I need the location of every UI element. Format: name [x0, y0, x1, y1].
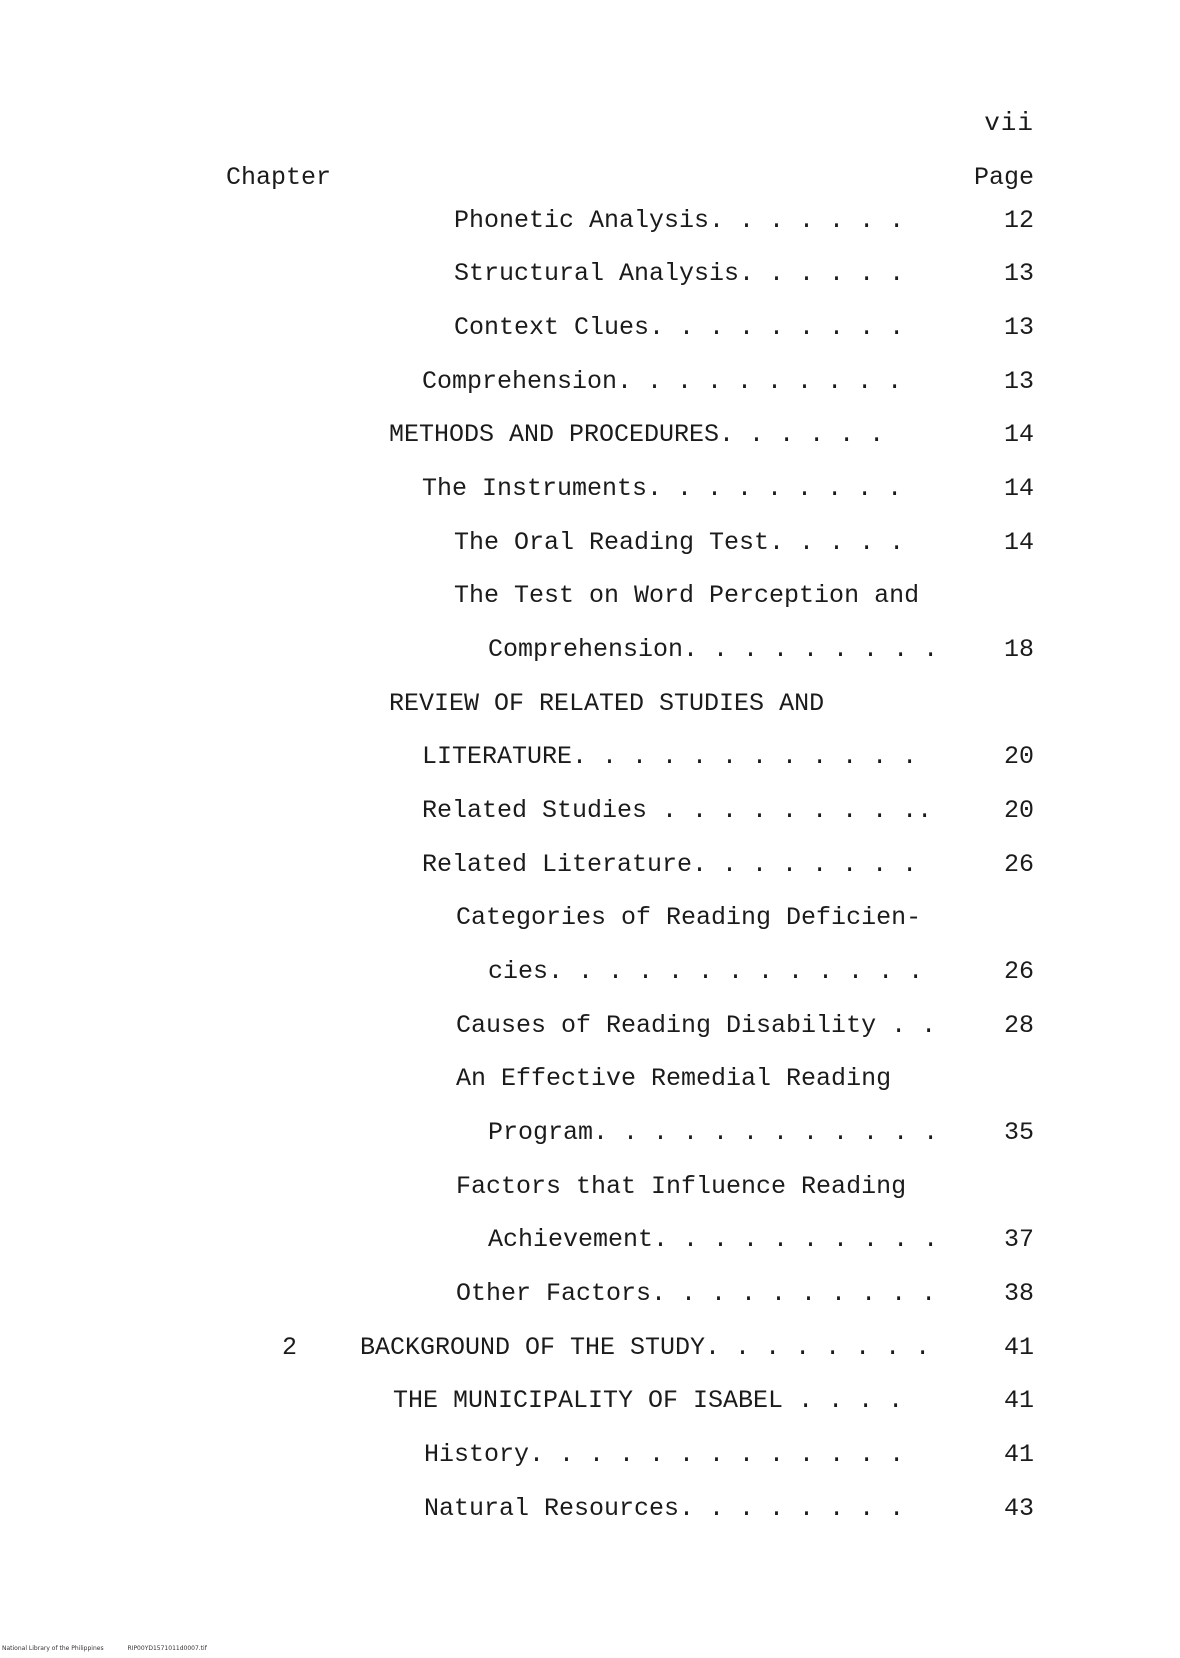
toc-entry-page: 13 [1003, 313, 1034, 342]
footer-source: National Library of the Philippines [2, 1645, 104, 1652]
toc-entry [454, 205, 1180, 237]
toc-entry-page: 28 [1003, 1011, 1034, 1040]
toc-entry-title: Achievement. . . . . . . . . . [488, 1225, 939, 1254]
toc-entry-title: METHODS AND PROCEDURES. . . . . . [389, 420, 885, 449]
toc-entry-page: 41 [1003, 1386, 1034, 1415]
toc-entry-title: Comprehension. . . . . . . . . . [422, 367, 903, 396]
toc-entry [360, 1332, 1180, 1364]
toc-entry-title: The Oral Reading Test. . . . . [454, 528, 905, 557]
toc-entry-title: REVIEW OF RELATED STUDIES AND [389, 689, 825, 718]
footer-file: RIP00YD1571011d0007.tif [127, 1645, 207, 1652]
toc-entry-page: 35 [1003, 1118, 1034, 1147]
toc-entry [488, 956, 1180, 988]
toc-entry [424, 1493, 1180, 1525]
toc-entry-title: History. . . . . . . . . . . . . [424, 1440, 905, 1469]
toc-entry-title: LITERATURE. . . . . . . . . . . . [422, 742, 918, 771]
toc-entry [389, 419, 1180, 451]
toc-entry [393, 1385, 1180, 1417]
toc-entry [422, 741, 1180, 773]
toc-entry-page: 20 [1003, 742, 1034, 771]
toc-entry [454, 312, 1180, 344]
toc-entry [454, 580, 1180, 612]
toc-entry-page: 13 [1003, 259, 1034, 288]
toc-entry-title: The Instruments. . . . . . . . . [422, 474, 903, 503]
toc-entry-title: Structural Analysis. . . . . . [454, 259, 905, 288]
toc-entry [488, 1224, 1180, 1256]
toc-entry-title: BACKGROUND OF THE STUDY. . . . . . . . [360, 1333, 931, 1362]
toc-entry [456, 902, 1180, 934]
toc-entry-page: 14 [1003, 474, 1034, 503]
toc-entry-page: 26 [1003, 957, 1034, 986]
toc-entry-page: 12 [1003, 206, 1034, 235]
toc-entry-title: THE MUNICIPALITY OF ISABEL . . . . [393, 1386, 904, 1415]
toc-entry-title: An Effective Remedial Reading [456, 1064, 892, 1093]
chapter-column-header: Chapter [226, 163, 332, 192]
toc-entry [422, 473, 1180, 505]
toc-entry-page: 14 [1003, 420, 1034, 449]
toc-entry-page: 26 [1003, 850, 1034, 879]
toc-entry [424, 1439, 1180, 1471]
toc-entry [454, 527, 1180, 559]
toc-entry-title: Related Literature. . . . . . . . [422, 850, 918, 879]
toc-entry-page: 18 [1003, 635, 1034, 664]
toc-entry-page: 41 [1003, 1333, 1034, 1362]
toc-entry [389, 688, 1180, 720]
toc-entry-page: 43 [1003, 1494, 1034, 1523]
toc-entry-title: Related Studies . . . . . . . . .. [422, 796, 933, 825]
toc-entry-page: 38 [1003, 1279, 1034, 1308]
toc-entry-title: Other Factors. . . . . . . . . . [456, 1279, 937, 1308]
toc-entry-page: 37 [1003, 1225, 1034, 1254]
toc-entry [456, 1010, 1180, 1042]
scan-footer [2, 1645, 229, 1652]
toc-entry-page: 14 [1003, 528, 1034, 557]
toc-entry [456, 1063, 1180, 1095]
page-column-header: Page [973, 163, 1034, 192]
toc-entry [422, 795, 1180, 827]
toc-entry-title: cies. . . . . . . . . . . . . [488, 957, 924, 986]
toc-entry [456, 1171, 1180, 1203]
toc-entry [488, 1117, 1180, 1149]
toc-entry [454, 258, 1180, 290]
toc-entry [422, 366, 1180, 398]
toc-entry-title: The Test on Word Perception and [454, 581, 920, 610]
toc-entry-page: 41 [1003, 1440, 1034, 1469]
toc-entry-title: Program. . . . . . . . . . . . [488, 1118, 939, 1147]
page-number: vii [984, 108, 1034, 138]
toc-entry-title: Causes of Reading Disability . . [456, 1011, 937, 1040]
toc-entry-title: Phonetic Analysis. . . . . . . [454, 206, 905, 235]
toc-entry-title: Factors that Influence Reading [456, 1172, 907, 1201]
toc-entry [422, 849, 1180, 881]
toc-entry [456, 1278, 1180, 1310]
chapter-number: 2 [282, 1333, 298, 1362]
toc-entry-title: Comprehension. . . . . . . . . [488, 635, 939, 664]
toc-entry-page: 13 [1003, 367, 1034, 396]
toc-entry-page: 20 [1003, 796, 1034, 825]
toc-entry-title: Categories of Reading Deficien- [456, 903, 922, 932]
toc-entry-title: Natural Resources. . . . . . . . [424, 1494, 905, 1523]
toc-entry-title: Context Clues. . . . . . . . . [454, 313, 905, 342]
toc-entry [488, 634, 1180, 666]
